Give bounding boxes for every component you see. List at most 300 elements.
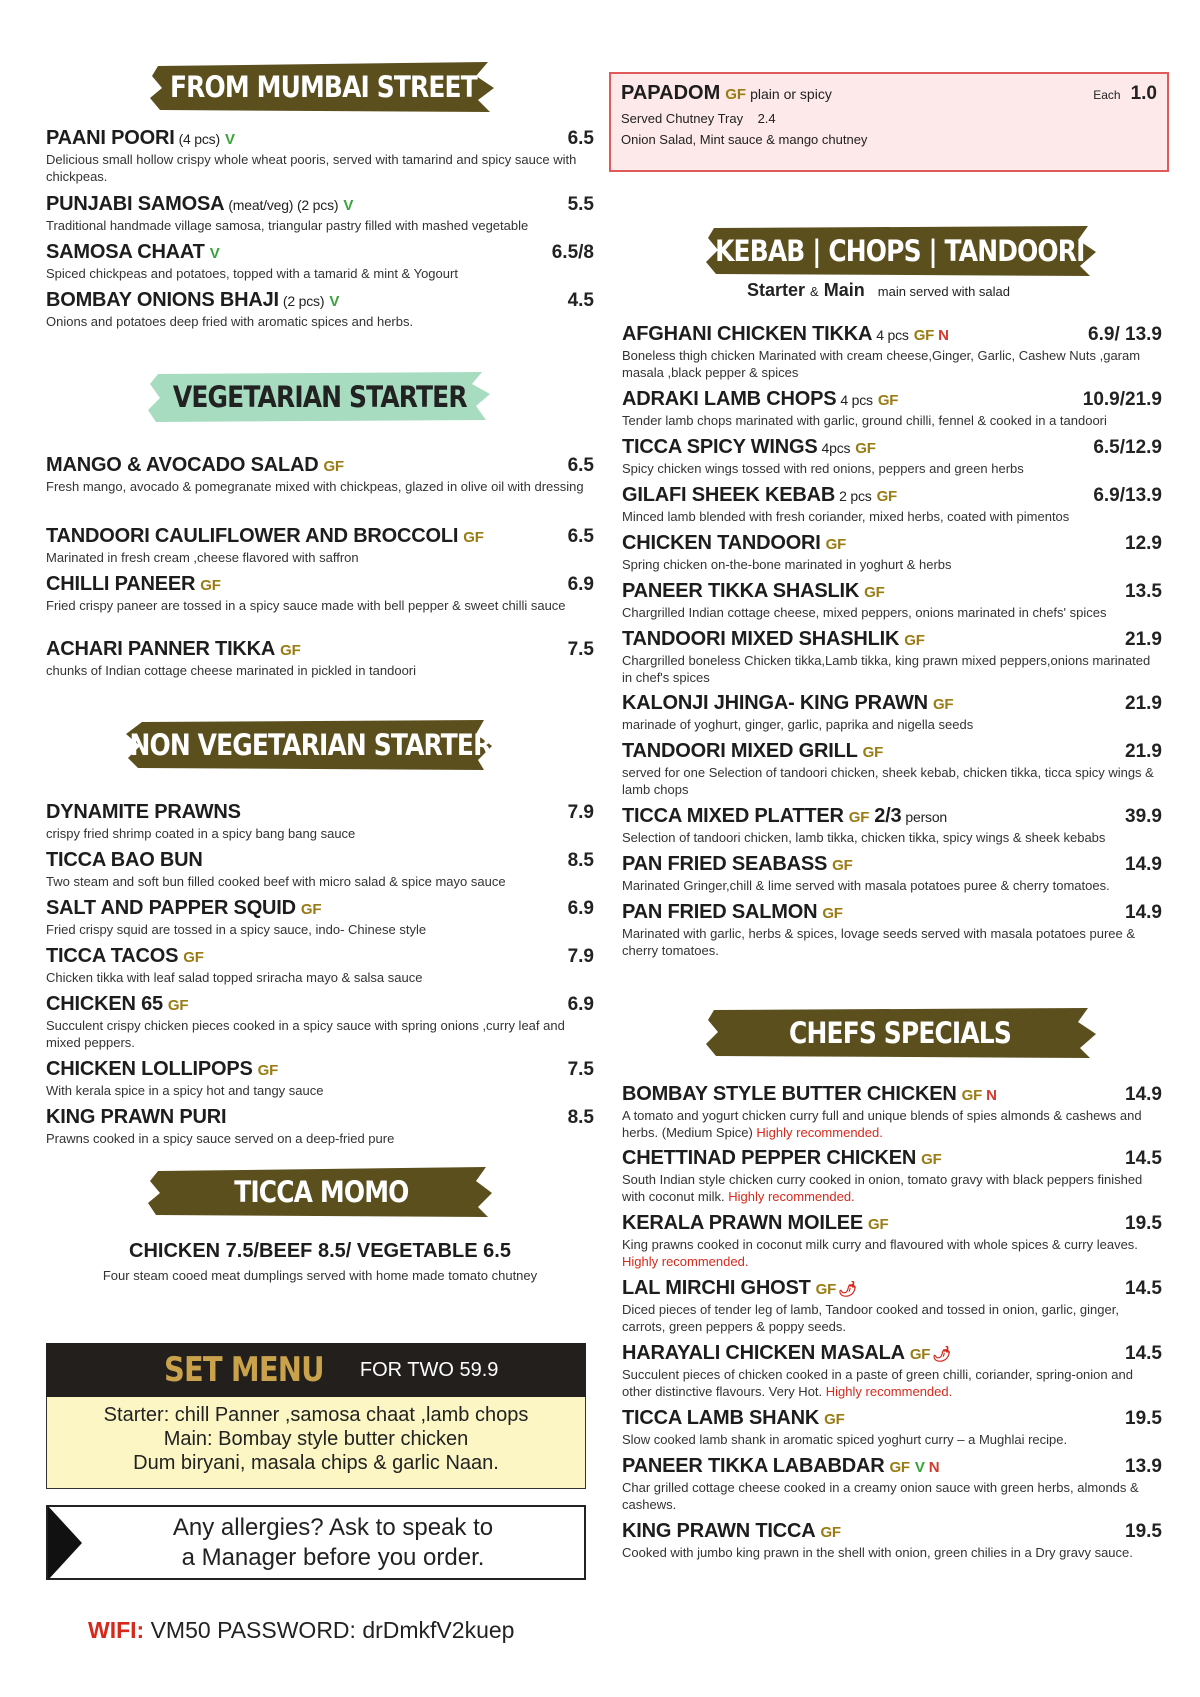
wifi-info <box>88 1617 514 1644</box>
gluten-free-tag: GF <box>725 86 747 103</box>
menu-item <box>46 289 594 330</box>
vegetarian-tag: V <box>343 197 354 214</box>
item-name-group <box>622 388 898 411</box>
item-name: CHICKEN 65 <box>46 993 163 1015</box>
item-price: 4.5 <box>567 290 594 311</box>
item-price: 19.5 <box>1125 1213 1162 1234</box>
item-description-text: Two steam and soft bun filled cooked beef with micro salad & spice mayo sauce <box>46 874 506 889</box>
item-description-text: Chicken tikka with leaf salad topped sriracha mayo & salsa sauce <box>46 970 423 985</box>
set-menu-title: SET MENU <box>164 1350 324 1390</box>
item-name: TANDOORI MIXED SHASHLIK <box>622 628 900 650</box>
menu-item <box>622 532 1162 573</box>
menu-item <box>46 454 594 495</box>
menu-item <box>622 436 1162 477</box>
item-description <box>46 549 594 566</box>
item-description <box>622 347 1162 381</box>
menu-item <box>622 1455 1162 1513</box>
gluten-free-tag: GF <box>280 642 301 659</box>
gluten-free-tag: GF <box>832 857 853 874</box>
item-name-row <box>622 1277 1162 1300</box>
section-title: NON VEGETARIAN STARTER <box>129 728 491 762</box>
gluten-free-tag: GF <box>815 1281 837 1298</box>
item-name-group <box>622 484 897 507</box>
item-description-text: Traditional handmade village samosa, triangular pastry filled with mashed vegetable <box>46 218 529 233</box>
item-name-group <box>622 901 843 924</box>
gluten-free-tag: GF <box>961 1087 983 1104</box>
item-price: 1.0 <box>1130 83 1157 104</box>
item-description-text: King prawns cooked in coconut milk curry and flavoured with whole spices & curry leaves. <box>622 1237 1138 1252</box>
allergy-line: a Manager before you order. <box>181 1543 485 1571</box>
menu-item <box>46 849 594 890</box>
item-name-group <box>622 1455 939 1478</box>
item-description <box>622 1366 1162 1400</box>
item-name-group <box>622 628 925 651</box>
vegetarian-tag: V <box>329 293 340 310</box>
item-name: AFGHANI CHICKEN TIKKA <box>622 323 873 345</box>
item-description-text: Chargrilled boneless Chicken tikka,Lamb tikka, king prawn mixed peppers,onions marinated in chef's spices <box>622 653 1151 685</box>
gluten-free-tag: GF <box>868 1216 889 1233</box>
item-name-row <box>46 193 594 216</box>
section-banner-mumbai-street <box>148 58 498 116</box>
menu-item <box>622 853 1162 894</box>
item-name-row <box>46 801 594 824</box>
item-description-text: Fresh mango, avocado & pomegranate mixed with chickpeas, glazed in olive oil with dressing <box>46 479 584 494</box>
item-price: 13.5 <box>1125 581 1162 602</box>
menu-item <box>622 740 1162 798</box>
item-name-group <box>622 436 876 459</box>
item-name-group <box>622 1277 857 1300</box>
item-description <box>622 1171 1162 1205</box>
item-name: SALT AND PAPPER SQUID <box>46 897 296 919</box>
item-tag: 4 pcs <box>876 327 909 343</box>
menu-item <box>622 1277 1162 1335</box>
item-description-text: Chargrilled Indian cottage cheese, mixed peppers, onions marinated in chefs' spices <box>622 605 1107 620</box>
gluten-free-tag: GF <box>257 1062 279 1079</box>
section-banner-vegetarian-starter <box>146 368 494 426</box>
item-description <box>46 921 594 938</box>
menu-item <box>622 692 1162 733</box>
item-name-group <box>622 1147 942 1170</box>
item-description <box>622 556 1162 573</box>
item-description-text: Cooked with jumbo king prawn in the shell with onion, green chilies in a Dry gravy sauce. <box>622 1545 1133 1560</box>
item-name: ADRAKI LAMB CHOPS <box>622 388 837 410</box>
item-price: 5.5 <box>567 194 594 215</box>
item-price: 10.9/21.9 <box>1082 389 1162 410</box>
gluten-free-tag: GF <box>877 392 899 409</box>
item-name-group <box>46 525 484 548</box>
item-name-row <box>622 1342 1162 1365</box>
item-name: CHICKEN LOLLIPOPS <box>46 1058 253 1080</box>
item-name-row <box>622 1212 1162 1235</box>
item-name: TICCA BAO BUN <box>46 849 203 871</box>
nuts-tag: N <box>928 1459 940 1476</box>
gluten-free-tag: GF <box>200 577 221 594</box>
item-tag: (2 pcs) <box>282 293 325 309</box>
item-tag: 4 pcs <box>840 392 873 408</box>
item-price: 14.5 <box>1125 1148 1162 1169</box>
item-description-text: Spiced chickpeas and potatoes, topped with a tamarid & mint & Yogourt <box>46 266 458 281</box>
item-description-text: chunks of Indian cottage cheese marinated in pickled in tandoori <box>46 663 417 678</box>
vegetarian-tag: V <box>914 1459 925 1476</box>
section-banner-chefs-specials <box>702 1004 1098 1062</box>
item-name-group <box>46 1058 278 1081</box>
item-name-row <box>622 580 1162 603</box>
item-description <box>46 217 594 234</box>
item-description-text: crispy fried shrimp coated in a spicy bang bang sauce <box>46 826 356 841</box>
gluten-free-tag: GF <box>323 458 344 475</box>
item-description-text: Succulent pieces of chicken cooked in a paste of green chilli, coriander, spring-onion and other distinctive flavours. Very Hot. <box>622 1367 1133 1399</box>
gluten-free-tag: GF <box>855 440 876 457</box>
kebab-subheading <box>747 280 1010 301</box>
momo-prices: CHICKEN 7.5/BEEF 8.5/ VEGETABLE 6.5 <box>129 1240 511 1262</box>
gluten-free-tag: GF <box>463 529 484 546</box>
gluten-free-tag: GF <box>862 744 884 761</box>
item-name-row <box>622 1083 1162 1106</box>
item-name-row <box>622 323 1162 346</box>
item-price: 21.9 <box>1125 741 1162 762</box>
item-name-group <box>46 993 188 1016</box>
item-name-row <box>622 853 1162 876</box>
allergy-line: Any allergies? Ask to speak to <box>172 1513 494 1541</box>
menu-item <box>46 801 594 842</box>
allergy-text <box>82 1513 584 1573</box>
item-description-text: A tomato and yogurt chicken curry full and unique blends of spies almonds & cashews and herbs. (Medium Spice) <box>622 1108 1142 1140</box>
item-price: 21.9 <box>1125 629 1162 650</box>
item-description <box>622 460 1162 477</box>
menu-item <box>46 897 594 938</box>
amp-label: & <box>810 284 819 299</box>
item-name: KING PRAWN TICCA <box>622 1520 816 1542</box>
item-description-text: Prawns cooked in a spicy sauce served on a deep-fried pure <box>46 1131 395 1146</box>
item-name-group <box>46 289 339 312</box>
item-price: 14.9 <box>1125 854 1162 875</box>
item-name-group <box>622 323 949 346</box>
gluten-free-tag: GF <box>913 327 935 344</box>
item-name-row <box>622 740 1162 763</box>
item-price: 6.5/8 <box>551 242 594 263</box>
allergy-notice <box>46 1505 586 1580</box>
item-name-group <box>46 1106 226 1129</box>
item-price: 6.9 <box>567 994 594 1015</box>
papadom-title <box>621 82 832 105</box>
section-title: TICCA MOMO <box>233 1175 409 1209</box>
item-name-group <box>46 849 203 872</box>
item-price: 7.5 <box>567 1059 594 1080</box>
section-banner-kebab-chops-tandoori <box>702 222 1098 280</box>
gluten-free-tag: GF <box>822 905 843 922</box>
item-extra-note: person <box>905 809 947 825</box>
momo-description: Four steam cooed meat dumplings served with home made tomato chutney <box>102 1268 538 1283</box>
item-name-row <box>46 993 594 1016</box>
item-name: PAN FRIED SALMON <box>622 901 818 923</box>
papadom-price <box>1093 83 1157 105</box>
item-name-row <box>46 638 594 661</box>
item-name: LAL MIRCHI GHOST <box>622 1277 811 1299</box>
item-description-text: Fried crispy paneer are tossed in a spicy sauce made with bell pepper & sweet chilli sauce <box>46 598 566 613</box>
item-name: MANGO & AVOCADO SALAD <box>46 454 319 476</box>
item-name: CHILLI PANEER <box>46 573 196 595</box>
item-description <box>46 478 594 495</box>
item-name: CHETTINAD PEPPER CHICKEN <box>622 1147 917 1169</box>
item-description <box>622 508 1162 525</box>
gluten-free-tag: GF <box>904 632 925 649</box>
item-name-row <box>46 289 594 312</box>
item-name: ACHARI PANNER TIKKA <box>46 638 276 660</box>
main-label: Main <box>823 280 865 300</box>
item-description <box>622 652 1162 686</box>
menu-item <box>622 805 1162 846</box>
item-name: CHICKEN TANDOORI <box>622 532 821 554</box>
item-name-row <box>622 532 1162 555</box>
item-name-group <box>46 193 353 216</box>
item-price: 13.9 <box>1125 1456 1162 1477</box>
item-price: 39.9 <box>1125 806 1162 827</box>
gluten-free-tag: GF <box>167 997 189 1014</box>
item-tag: 4pcs <box>821 440 851 456</box>
item-name: TICCA SPICY WINGS <box>622 436 818 458</box>
gluten-free-tag: GF <box>932 696 954 713</box>
menu-item <box>622 1407 1162 1448</box>
item-price: 14.9 <box>1125 1084 1162 1105</box>
item-name-row <box>622 388 1162 411</box>
papadom-box <box>609 72 1169 172</box>
item-name: BOMBAY STYLE BUTTER CHICKEN <box>622 1083 957 1105</box>
arrow-icon <box>48 1506 82 1580</box>
item-price: 6.5 <box>567 526 594 547</box>
item-name-group <box>46 801 241 824</box>
recommended-note: Highly recommended. <box>825 1384 953 1399</box>
menu-item <box>46 1058 594 1099</box>
item-name: PAPADOM <box>621 82 721 104</box>
item-description-text: Succulent crispy chicken pieces cooked in a spicy sauce with spring onions ,curry leaf and mixed peppers. <box>46 1018 565 1050</box>
item-description <box>46 313 594 330</box>
item-description-text: marinade of yoghurt, ginger, garlic, paprika and nigella seeds <box>622 717 974 732</box>
menu-item <box>46 573 594 614</box>
vegetarian-tag: V <box>224 131 235 148</box>
item-description-text: Boneless thigh chicken Marinated with cream cheese,Ginger, Garlic, Cashew Nuts ,garam masala ,black pepper & spices <box>622 348 1141 380</box>
item-description-text: Marinated with garlic, herbs & spices, lovage seeds served with masala potatoes puree & cherry tomatoes. <box>622 926 1136 958</box>
item-price: 14.9 <box>1125 902 1162 923</box>
item-price: 7.9 <box>567 946 594 967</box>
item-description <box>622 716 1162 733</box>
menu-item <box>46 993 594 1051</box>
item-description-text: With kerala spice in a spicy hot and tangy sauce <box>46 1083 324 1098</box>
item-name-group <box>46 638 301 661</box>
item-price: 6.5 <box>567 128 594 149</box>
item-name-group <box>622 1083 997 1106</box>
item-name-group <box>46 241 220 264</box>
each-label: Each <box>1093 88 1121 102</box>
item-name: TICCA MIXED PLATTER <box>622 805 844 827</box>
menu-item <box>46 945 594 986</box>
item-name-row <box>622 628 1162 651</box>
item-description <box>46 1082 594 1099</box>
item-description <box>622 829 1162 846</box>
menu-item <box>622 1147 1162 1205</box>
item-name-row <box>46 573 594 596</box>
item-name-row <box>46 1106 594 1129</box>
item-description <box>46 151 594 185</box>
nuts-tag: N <box>938 327 949 344</box>
item-name-row <box>622 901 1162 924</box>
item-price: 21.9 <box>1125 693 1162 714</box>
gluten-free-tag: GF <box>864 584 885 601</box>
item-description <box>622 1107 1162 1141</box>
section-banner-non-vegetarian-starter <box>124 716 496 774</box>
gluten-free-tag: GF <box>300 901 322 918</box>
menu-item <box>622 1083 1162 1141</box>
item-price: 7.9 <box>567 802 594 823</box>
item-name: PANEER TIKKA SHASLIK <box>622 580 860 602</box>
item-name-row <box>46 241 594 264</box>
section-banner-ticca-momo <box>146 1163 496 1221</box>
item-name: HARAYALI CHICKEN MASALA <box>622 1342 905 1364</box>
gluten-free-tag: GF <box>824 1411 845 1428</box>
item-name-row <box>622 1520 1162 1543</box>
menu-item <box>622 628 1162 686</box>
item-description <box>46 969 594 986</box>
item-name-group <box>622 1212 888 1235</box>
chili-icon: 🌶 <box>932 1346 952 1363</box>
gluten-free-tag: GF <box>876 488 897 505</box>
gluten-free-tag: GF <box>183 949 204 966</box>
item-description <box>622 1301 1162 1335</box>
recommended-note: Highly recommended. <box>728 1189 855 1204</box>
item-name: PANEER TIKKA LABABDAR <box>622 1455 885 1477</box>
item-name-row <box>622 436 1162 459</box>
item-name-row <box>46 945 594 968</box>
item-description <box>622 1236 1162 1270</box>
item-description <box>622 1431 1162 1448</box>
gluten-free-tag: GF <box>820 1524 841 1541</box>
item-name-row <box>46 454 594 477</box>
section-title: CHEFS SPECIALS <box>789 1016 1011 1050</box>
item-description <box>622 604 1162 621</box>
item-description <box>46 662 594 679</box>
item-name: SAMOSA CHAAT <box>46 241 205 263</box>
item-price: 6.9/ 13.9 <box>1088 324 1162 345</box>
item-name: DYNAMITE PRAWNS <box>46 801 241 823</box>
recommended-note: Highly recommended. <box>756 1125 883 1140</box>
item-name-row <box>622 484 1162 507</box>
item-description-text: Spicy chicken wings tossed with red onions, peppers and green herbs <box>622 461 1024 476</box>
item-description <box>46 597 594 614</box>
item-description-text: Marinated Gringer,chill & lime served with masala potatoes puree & cherry tomatoes. <box>622 878 1110 893</box>
item-name-row <box>622 805 1162 828</box>
papadom-line: Onion Salad, Mint sauce & mango chutney <box>621 132 868 147</box>
item-name-row <box>622 692 1162 715</box>
item-description-text: Onions and potatoes deep fried with aromatic spices and herbs. <box>46 314 414 329</box>
item-name: PAANI POORI <box>46 127 175 149</box>
item-name-row <box>46 897 594 920</box>
vegetarian-tag: V <box>209 245 220 262</box>
item-name: TICCA LAMB SHANK <box>622 1407 820 1429</box>
item-name-group <box>622 1342 951 1365</box>
menu-item <box>46 241 594 282</box>
gluten-free-tag: GF <box>848 809 870 826</box>
item-name-row <box>46 525 594 548</box>
item-description-text: Minced lamb blended with fresh coriander, mixed herbs, coated with pimentos <box>622 509 1070 524</box>
wifi-password: VM50 PASSWORD: drDmkfV2kuep <box>150 1617 515 1643</box>
item-description-text: Char grilled cottage cheese cooked in a creamy onion sauce with green herbs, almonds & cashews. <box>622 1480 1139 1512</box>
item-price: 6.9 <box>567 574 594 595</box>
item-name-group <box>622 740 883 763</box>
item-name: KALONJI JHINGA- KING PRAWN <box>622 692 928 714</box>
nuts-tag: N <box>986 1087 997 1104</box>
item-description <box>622 877 1162 894</box>
set-menu-header <box>46 1343 586 1397</box>
section-title: FROM MUMBAI STREET <box>169 70 477 104</box>
set-menu-line: Starter: chill Panner ,samosa chaat ,lamb chops <box>103 1404 529 1426</box>
item-price: 6.5/12.9 <box>1093 437 1162 458</box>
menu-item <box>622 901 1162 959</box>
menu-item <box>622 580 1162 621</box>
item-name-row <box>46 127 594 150</box>
item-description <box>622 1479 1162 1513</box>
item-price: 6.9 <box>567 898 594 919</box>
section-title: KEBAB | CHOPS | TANDOORI <box>715 234 1085 268</box>
item-name-group <box>622 532 846 555</box>
item-description-text: served for one Selection of tandoori chicken, sheek kebab, chicken tikka, ticca spicy wings & lamb chops <box>622 765 1154 797</box>
item-name: TANDOORI MIXED GRILL <box>622 740 858 762</box>
item-name-group <box>622 580 885 603</box>
item-name-group <box>622 805 947 828</box>
item-name: BOMBAY ONIONS BHAJI <box>46 289 279 311</box>
item-price: 12.9 <box>1125 533 1162 554</box>
gluten-free-tag: GF <box>825 536 847 553</box>
menu-item <box>46 525 594 566</box>
item-price: 14.5 <box>1125 1278 1162 1299</box>
item-price: 19.5 <box>1125 1408 1162 1429</box>
item-extra: 2/3 <box>874 805 902 827</box>
menu-item <box>622 323 1162 381</box>
item-description <box>622 412 1162 429</box>
item-name-row <box>46 849 594 872</box>
item-description <box>622 925 1162 959</box>
menu-item <box>622 484 1162 525</box>
item-description-text: Fried crispy squid are tossed in a spicy sauce, indo- Chinese style <box>46 922 427 937</box>
item-name-row <box>622 1455 1162 1478</box>
item-name-group <box>46 454 344 477</box>
item-name: KERALA PRAWN MOILEE <box>622 1212 864 1234</box>
item-name: TICCA TACOS <box>46 945 179 967</box>
papadom-line: Served Chutney Tray 2.4 <box>621 111 776 126</box>
item-description-text: Slow cooked lamb shank in aromatic spiced yoghurt curry – a Mughlai recipe. <box>622 1432 1068 1447</box>
item-price: 19.5 <box>1125 1521 1162 1542</box>
item-description <box>622 1544 1162 1561</box>
chili-icon: 🌶 <box>838 1281 857 1298</box>
item-price: 14.5 <box>1125 1343 1162 1364</box>
item-price: 7.5 <box>567 639 594 660</box>
set-menu-line: Main: Bombay style butter chicken <box>163 1428 469 1450</box>
menu-item <box>622 388 1162 429</box>
item-name-group <box>622 1407 845 1430</box>
item-description-text: South Indian style chicken curry cooked in onion, tomato gravy with black peppers finished with coconut milk. <box>622 1172 1143 1204</box>
item-name-group <box>46 573 221 596</box>
item-name: KING PRAWN PURI <box>46 1106 227 1128</box>
item-name-row <box>622 1147 1162 1170</box>
item-name-group <box>46 945 204 968</box>
item-name-group <box>46 127 235 150</box>
item-description-text: Spring chicken on-the-bone marinated in yoghurt & herbs <box>622 557 952 572</box>
item-price: 6.5 <box>567 455 594 476</box>
wifi-label: WIFI: <box>88 1617 145 1643</box>
item-price: 8.5 <box>567 1107 594 1128</box>
menu-item <box>46 1106 594 1147</box>
set-menu-price: FOR TWO 59.9 <box>359 1358 499 1381</box>
item-name: TANDOORI CAULIFLOWER AND BROCCOLI <box>46 525 459 547</box>
item-description <box>622 764 1162 798</box>
